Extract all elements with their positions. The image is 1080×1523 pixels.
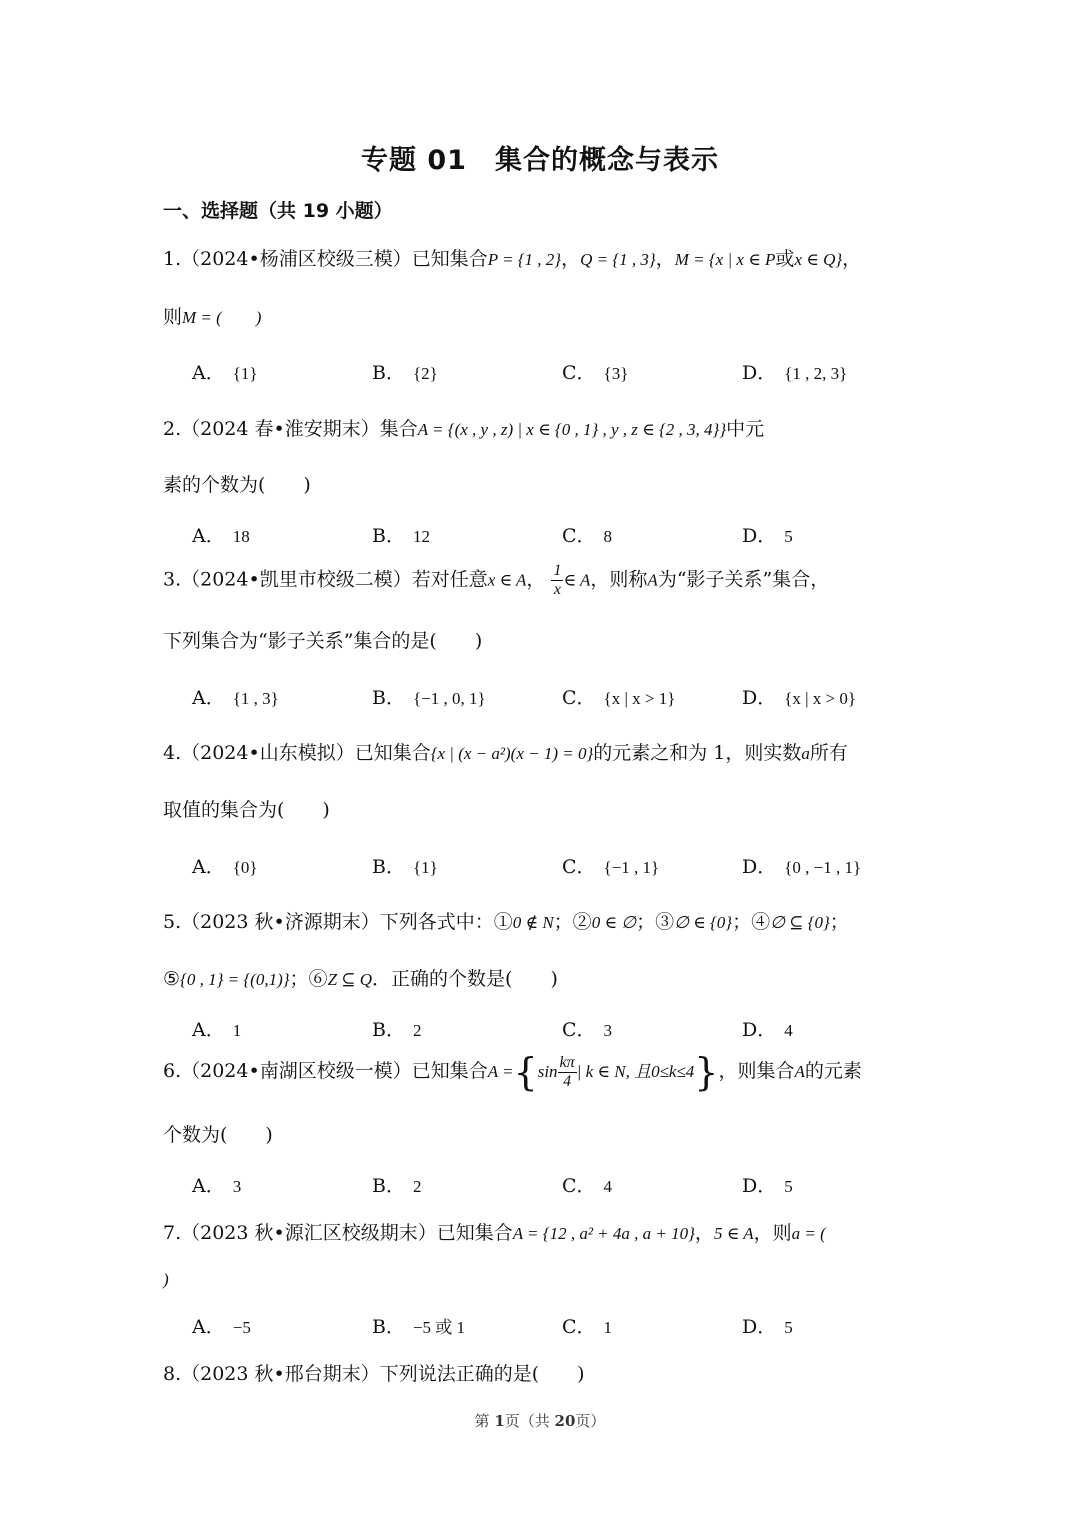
q5-item-2: 0 ∈ ∅ [591, 913, 637, 932]
page-total: 20 [554, 1412, 576, 1430]
page-footer: 第 1页（共 20页） [474, 1412, 606, 1430]
option-d: D． 5 [742, 1175, 793, 1197]
q7-cond: 5 ∈ A [713, 1224, 754, 1243]
q1-set-p: P = {1 , 2} [487, 250, 562, 269]
option-a: A． 18 [192, 525, 250, 547]
question-8-line-1 [163, 1359, 585, 1386]
q5-sep: ；② [553, 911, 592, 933]
option-c: C． 4 [562, 1175, 613, 1197]
q3-comma: ， [526, 568, 546, 591]
q5-mark-6: ；⑥ [289, 968, 328, 990]
option-a: A． {1} [192, 362, 258, 384]
q1-set-m-end: x ∈ Q} [794, 250, 843, 269]
option-d: D． {0 , −1 , 1} [742, 856, 862, 878]
q5-item-3: ∅ ∈ {0} [674, 913, 733, 932]
q7-ask: a = ( [791, 1224, 826, 1243]
q6-a: A [794, 1062, 805, 1081]
question-2-line-1 [163, 414, 764, 441]
q2-set-a: A = {(x , y , z) | x ∈ {0 , 1} , y , z ∈ {2 , 3, 4}} [417, 420, 727, 439]
q5-item-5: {0 , 1} = {(0,1)} [180, 970, 290, 989]
left-brace: { [513, 1050, 538, 1094]
q1-set-m: M = {x | x ∈ P [674, 250, 776, 269]
option-b: B． {2} [372, 362, 438, 384]
q3-cond: x ∈ A [487, 570, 527, 590]
question-4-line-1 [163, 738, 848, 765]
question-6-line-2 [163, 1120, 273, 1147]
q4-set: {x | (x − a²)(x − 1) = 0} [430, 744, 594, 763]
q5-sep: ；③ [636, 911, 675, 933]
q3-then: ，则称 [590, 568, 648, 591]
option-a: A． {0} [192, 856, 258, 878]
q5-item-1: 0 ∉ N [512, 913, 554, 932]
question-5-options [192, 1015, 1012, 1043]
option-a: A． −5 [192, 1316, 251, 1338]
option-c: C． 3 [562, 1019, 613, 1041]
q5-item-4: ∅ ⊆ {0} [770, 913, 830, 932]
q2-stem: 2.（2024 春•淮安期末）集合 [163, 418, 418, 440]
question-7-options [192, 1312, 1012, 1340]
q5-stem: 5.（2023 秋•济源期末）下列各式中：① [163, 911, 513, 933]
q6-sin: sin [537, 1062, 558, 1081]
option-d: D． {1 , 2, 3} [742, 362, 848, 384]
question-4-options [192, 852, 1012, 880]
option-c: C． {3} [562, 362, 629, 384]
question-1-line-2 [163, 302, 261, 329]
q6-a-eq: A = [487, 1062, 514, 1081]
q1-ask: M = ( ) [182, 308, 262, 327]
option-b: B． {1} [372, 856, 438, 878]
option-c: C． 8 [562, 525, 613, 547]
option-b: B． 2 [372, 1175, 422, 1197]
q2-ask: 素的个数为( ) [163, 474, 311, 496]
question-2-options [192, 521, 1012, 549]
q6-then: ，则集合 [718, 1060, 795, 1082]
q4-ask: 取值的集合为( ) [163, 799, 330, 821]
q5-item-6: Z ⊆ Q [327, 970, 373, 989]
option-c: C． {−1 , 1} [562, 856, 660, 878]
question-1-options [192, 358, 1012, 386]
q4-mid: 的元素之和为 1，则实数 [593, 742, 802, 764]
q3-a: A [647, 570, 658, 590]
question-3-line-1 [163, 562, 829, 599]
q3-fraction: $\frac{1}{x}$ [553, 562, 562, 598]
q7-close-paren: ) [163, 1270, 169, 1289]
option-b: B． 12 [372, 525, 430, 547]
q8-stem: 8.（2023 秋•邢台期末）下列说法正确的是( ) [163, 1363, 585, 1385]
q1-set-q: Q = {1 , 3} [580, 250, 656, 269]
q3-tail: 为“影子关系”集合， [657, 568, 830, 591]
question-1-line-1 [163, 244, 861, 271]
page-number: 1 [494, 1412, 505, 1430]
right-brace: } [694, 1050, 719, 1094]
q6-stem: 6.（2024•南湖区校级一模）已知集合 [163, 1060, 488, 1082]
q4-tail: 所有 [809, 742, 848, 764]
q6-fraction: $\frac{k\pi}{4}$ [559, 1053, 575, 1090]
q3-in-a: ∈ A [563, 570, 591, 590]
question-7-line-1 [163, 1218, 826, 1245]
option-b: B． 2 [372, 1019, 422, 1041]
q5-sep: ；④ [732, 911, 771, 933]
option-b: B． −5 或 1 [372, 1316, 466, 1338]
question-2-line-2 [163, 470, 311, 497]
option-c: C． {x | x > 1} [562, 687, 676, 709]
q1-comma: ， [842, 248, 862, 270]
option-d: D． 5 [742, 525, 793, 547]
q5-sep: ； [829, 911, 849, 933]
option-c: C． 1 [562, 1316, 613, 1338]
q4-a: a [801, 744, 810, 763]
section-heading: 一、选择题（共 19 小题） [163, 200, 393, 222]
option-b: B． {−1 , 0, 1} [372, 687, 486, 709]
option-a: A． 3 [192, 1175, 242, 1197]
question-4-line-2 [163, 795, 330, 822]
q3-ask: 下列集合为“影子关系”集合的是( ) [163, 630, 483, 652]
question-3-options [192, 683, 1012, 711]
option-d: D． {x | x > 0} [742, 687, 857, 709]
option-d: D． 4 [742, 1019, 793, 1041]
question-5-line-2 [163, 964, 558, 991]
q1-stem: 1.（2024•杨浦区校级三模）已知集合 [163, 248, 488, 270]
q6-cond: | k ∈ N, 且0≤k≤4 [576, 1062, 695, 1081]
q3-stem: 3.（2024•凯里市校级二模）若对任意 [163, 568, 488, 591]
q6-tail: 的元素 [804, 1060, 862, 1082]
question-7-line-2 [163, 1268, 169, 1290]
question-3-line-2 [163, 626, 482, 653]
question-6-line-1 [163, 1050, 862, 1094]
q1-then: 则 [163, 306, 183, 328]
q7-stem: 7.（2023 秋•源汇区校级期末）已知集合 [163, 1222, 513, 1244]
q6-ask: 个数为( ) [163, 1124, 273, 1146]
option-a: A． 1 [192, 1019, 242, 1041]
q7-set: A = {12 , a² + 4a , a + 10} [512, 1224, 695, 1243]
q1-comma: ， [655, 248, 675, 270]
option-d: D． 5 [742, 1316, 793, 1338]
q4-stem: 4.（2024•山东模拟）已知集合 [163, 742, 431, 764]
q2-tail: 中元 [726, 418, 765, 440]
q7-then: ，则 [753, 1222, 792, 1244]
q5-mark-5: ⑤ [163, 968, 181, 990]
question-6-options [192, 1171, 1012, 1199]
option-a: A． {1 , 3} [192, 687, 279, 709]
q1-comma: ， [561, 248, 581, 270]
page-title: 专题 01 集合的概念与表示 [361, 145, 719, 176]
q5-ask: ．正确的个数是( ) [372, 968, 558, 990]
q1-or: 或 [775, 248, 795, 270]
question-5-line-1 [163, 907, 849, 934]
q7-comma: ， [694, 1222, 714, 1244]
